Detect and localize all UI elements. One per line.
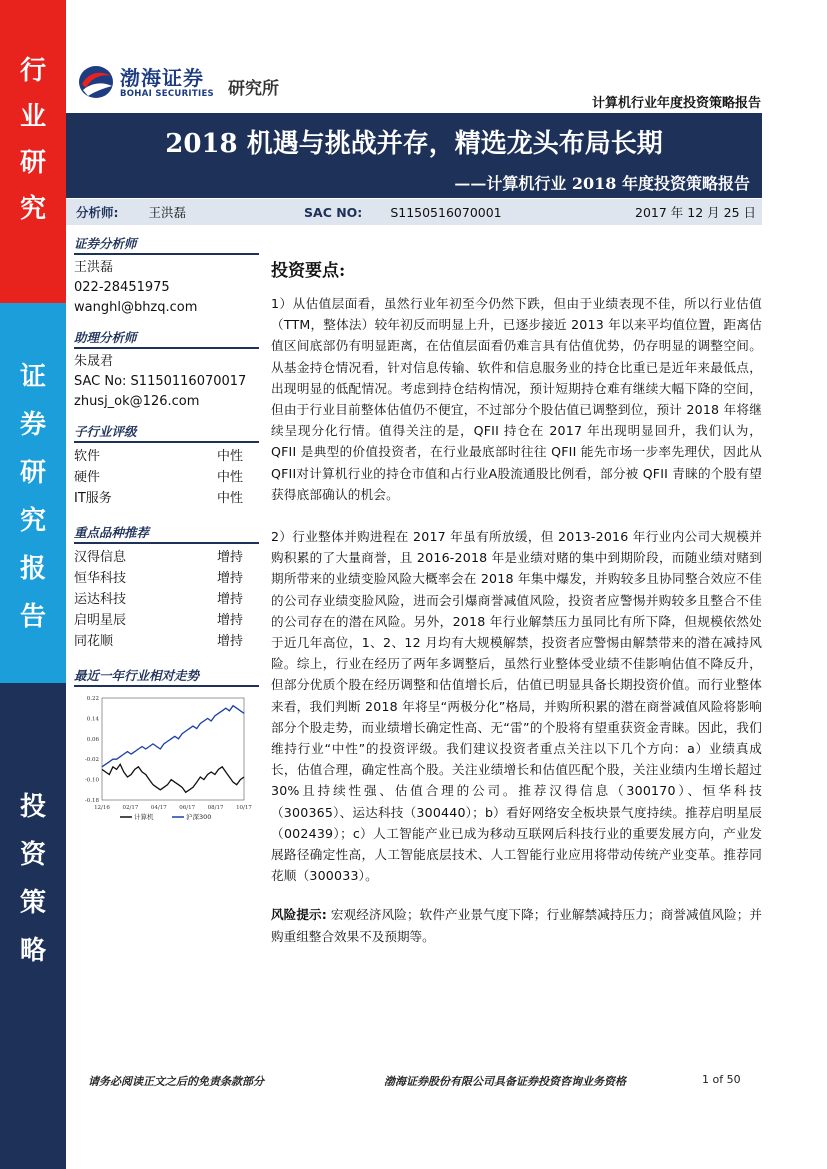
highlights-paragraph-1: 1）从估值层面看，虽然行业年初至今仍然下跌，但由于业绩表现不佳，所以行业估值（TTM，整体法）较年初反而明显上升，已逐步接近 2013 年以来平均值位置，距离估值区间底部仍有明显距离，在估值层面看仍难言具有估值优势，仍存明显的调整空间。从基金持仓情况看，针对信息传输、软件和信息服务业的持仓比重已是近年来最低点，出现明显的低配情况。考虑到持仓结构情况，预计短期持仓难有继续大幅下降的空间，但由于行业目前整体估值仍不便宜，不过部分个股估值已调整到位，预计 2018 年将继续呈现分化行情。值得关注的是，QFII 持仓在 2017 年出现明显回升，我们认为，QFII 是典型的价值投资者，在行业最底部时往往 QFII 能先市场一步率先理伏，因此从QFII对计算机行业的持仓市值和占行业A股流通股比例看，部分被 QFII 青睐的个股有望获得底部确认的机会。 [271,296,762,502]
page-subtitle: ——计算机行业 2018 年度投资策略报告 [454,174,750,193]
sub-industry-name: IT服务 [74,491,112,506]
list-item [74,547,259,568]
sidebar-char: 究 [19,194,46,224]
sidebar-blue-block [0,303,66,683]
list-item [74,589,259,610]
analyst-email[interactable]: wanghl@bhzq.com [74,300,198,315]
company-logo [78,62,298,104]
plot-frame [102,698,244,800]
sidebar-char: 究 [19,506,46,536]
left-column [74,234,259,839]
sidebar-char: 研 [19,458,46,488]
sidebar-char: 券 [19,410,46,440]
footer-company: 渤海证券股份有限公司具备证券投资咨询业务资格 [384,1075,626,1088]
series-line [102,706,244,767]
footer-disclaimer: 请务必阅读正文之后的免责条款部分 [88,1075,264,1088]
x-tick-label: 02/17 [122,805,139,811]
y-tick-label: 0.14 [86,716,99,723]
sidebar-char: 报 [19,554,46,584]
sidebar-char: 资 [19,840,46,870]
stock-name: 运达科技 [74,592,127,607]
stock-name: 启明星辰 [74,613,127,628]
stock-name: 恒华科技 [74,571,127,586]
list-item [74,631,259,652]
x-tick-label: 10/17 [236,805,252,811]
stock-name: 同花顺 [74,634,114,649]
stock-rating: 增持 [216,634,243,649]
report-date: 2017 年 12 月 25 日 [635,205,756,220]
chart-heading: 最近一年行业相对走势 [74,666,259,687]
y-tick-label: -0.10 [84,777,99,784]
list-item [74,568,259,589]
stock-rating: 增持 [216,550,243,565]
sidebar-char: 略 [19,936,46,966]
sidebar-char: 策 [19,888,46,918]
assistant-line: SAC No: S1150116070017 [74,374,247,389]
sidebar-char: 行 [19,56,46,86]
analyst-name: 王洪磊 [148,205,187,220]
x-tick-label: 04/17 [150,805,167,811]
logo-institute: 研究所 [228,79,279,99]
y-tick-label: 0.22 [86,696,99,702]
x-tick-label: 12/16 [94,805,110,811]
report-type: 计算机行业年度投资策略报告 [591,96,761,111]
logo-chinese-name: 渤海证券 [120,66,204,90]
sidebar-navy-block [0,683,66,1169]
sidebar-red-block [0,0,66,303]
sidebar-char: 证 [19,362,46,392]
stock-name: 汉得信息 [74,550,127,565]
legend-label: 沪深300 [186,813,212,821]
analyst-info-bar [66,199,762,225]
series-line [102,764,244,792]
logo-english-name: BOHAI SECURITIES [120,89,214,99]
sidebar-char: 告 [19,602,46,632]
y-tick-label: -0.02 [84,757,99,764]
sub-industry-rating: 中性 [216,449,243,464]
title-banner [66,113,762,198]
sac-number: S1150516070001 [390,204,502,220]
sidebar-char: 业 [19,102,46,132]
sub-industry-rating: 中性 [216,470,243,485]
sub-industry-name: 软件 [74,449,101,464]
page-number: 1 of 50 [702,1073,741,1086]
analyst-line: 王洪磊 [74,260,114,275]
sub-industry-name: 硬件 [74,470,101,485]
assistant-heading: 助理分析师 [74,328,259,349]
x-tick-label: 06/17 [179,805,196,811]
list-item [74,488,259,509]
legend-label: 计算机 [134,813,154,821]
analyst-heading: 证券分析师 [74,234,259,255]
risk-label: 风险提示: [271,907,327,923]
risk-text: 宏观经济风险；软件产业景气度下降；行业解禁减持压力；商誉减值风险；并购重组整合效果不及预期等。 [271,907,762,944]
risk-warning [271,904,762,946]
stock-rating: 增持 [216,592,243,607]
sub-industry-rating: 中性 [216,491,243,506]
list-item [74,610,259,631]
y-tick-label: 0.06 [86,736,99,743]
list-item [74,446,259,467]
highlights-paragraph-2: 2）行业整体并购进程在 2017 年虽有所放缓，但 2013-2016 年行业内公司大规模并购积累的了大量商誉，且 2016-2018 年是业绩对赌的集中到期阶段，而随业绩对赌到期所带来的业绩变脸风险大概率会在 2018 年集中爆发，并购较多且协同整合效应不佳的公司存业绩变脸风险，进而会引爆商誉减值风险，投资者应警惕并购较多且整合不佳的公司存在的潜在风险。另外，2018 年行业解禁压力虽同比有所下降，但规模依然处于近几年高位，1、2、12 月均有大规模解禁，投资者应警惕由解禁带来的潜在减持风险。综上，行业在经历了两年多调整后，虽然行业整体受业绩不佳影响估值不降反升，但部分优质个股在经历调整和估值增长后，估值已明显具备长期投资价值。而行业整体来看，我们判断 2018 年将呈“两极分化”格局，并购所积累的潜在商誉减值风险将影响部分个股走势，而业绩增长确定性高、无“雷”的个股将有望重获资金青睐。因此，我们维持行业“中性”的投资评级。我们建议投资者重点关注以下几个方向：a）业绩真成长，估值合理，确定性高个股。关注业绩增长和估值匹配个股，关注业绩内生增长超过 30%且持续性强、估值合理的公司。推荐汉得信息（300170）、恒华科技（300365）、运达科技（300440）；b）看好网络安全板块景气度持续。推荐启明星辰（002439）；c）人工智能产业已成为移动互联网后科技行业的重要发展方向，产业发展路径确定性高，人工智能底层技术、人工智能行业应用将带动传统产业变革。推荐同花顺（300033）。 [271,529,762,884]
page-title: 2018 机遇与挑战并存，精选龙头布局长期 [165,129,663,159]
bohai-logo-icon [78,62,114,102]
analyst-line: 022-28451975 [74,280,170,295]
sidebar-char: 投 [19,792,46,822]
list-item [74,467,259,488]
sub-rating-heading: 子行业评级 [74,422,259,443]
analyst-label: 分析师: [76,205,119,220]
sac-label: SAC NO: [304,204,363,220]
stock-rating: 增持 [216,613,243,628]
sidebar [0,0,66,1169]
sidebar-char: 研 [19,148,46,178]
stock-rating: 增持 [216,571,243,586]
main-content [271,256,762,947]
picks-heading: 重点品种推荐 [74,523,259,544]
investment-highlights-heading: 投资要点: [271,261,346,281]
y-tick-label: -0.18 [84,798,99,804]
x-tick-label: 08/17 [207,805,224,811]
assistant-email[interactable]: zhusj_ok@126.com [74,394,200,409]
assistant-line: 朱晟君 [74,354,114,369]
relative-trend-chart [74,690,259,835]
